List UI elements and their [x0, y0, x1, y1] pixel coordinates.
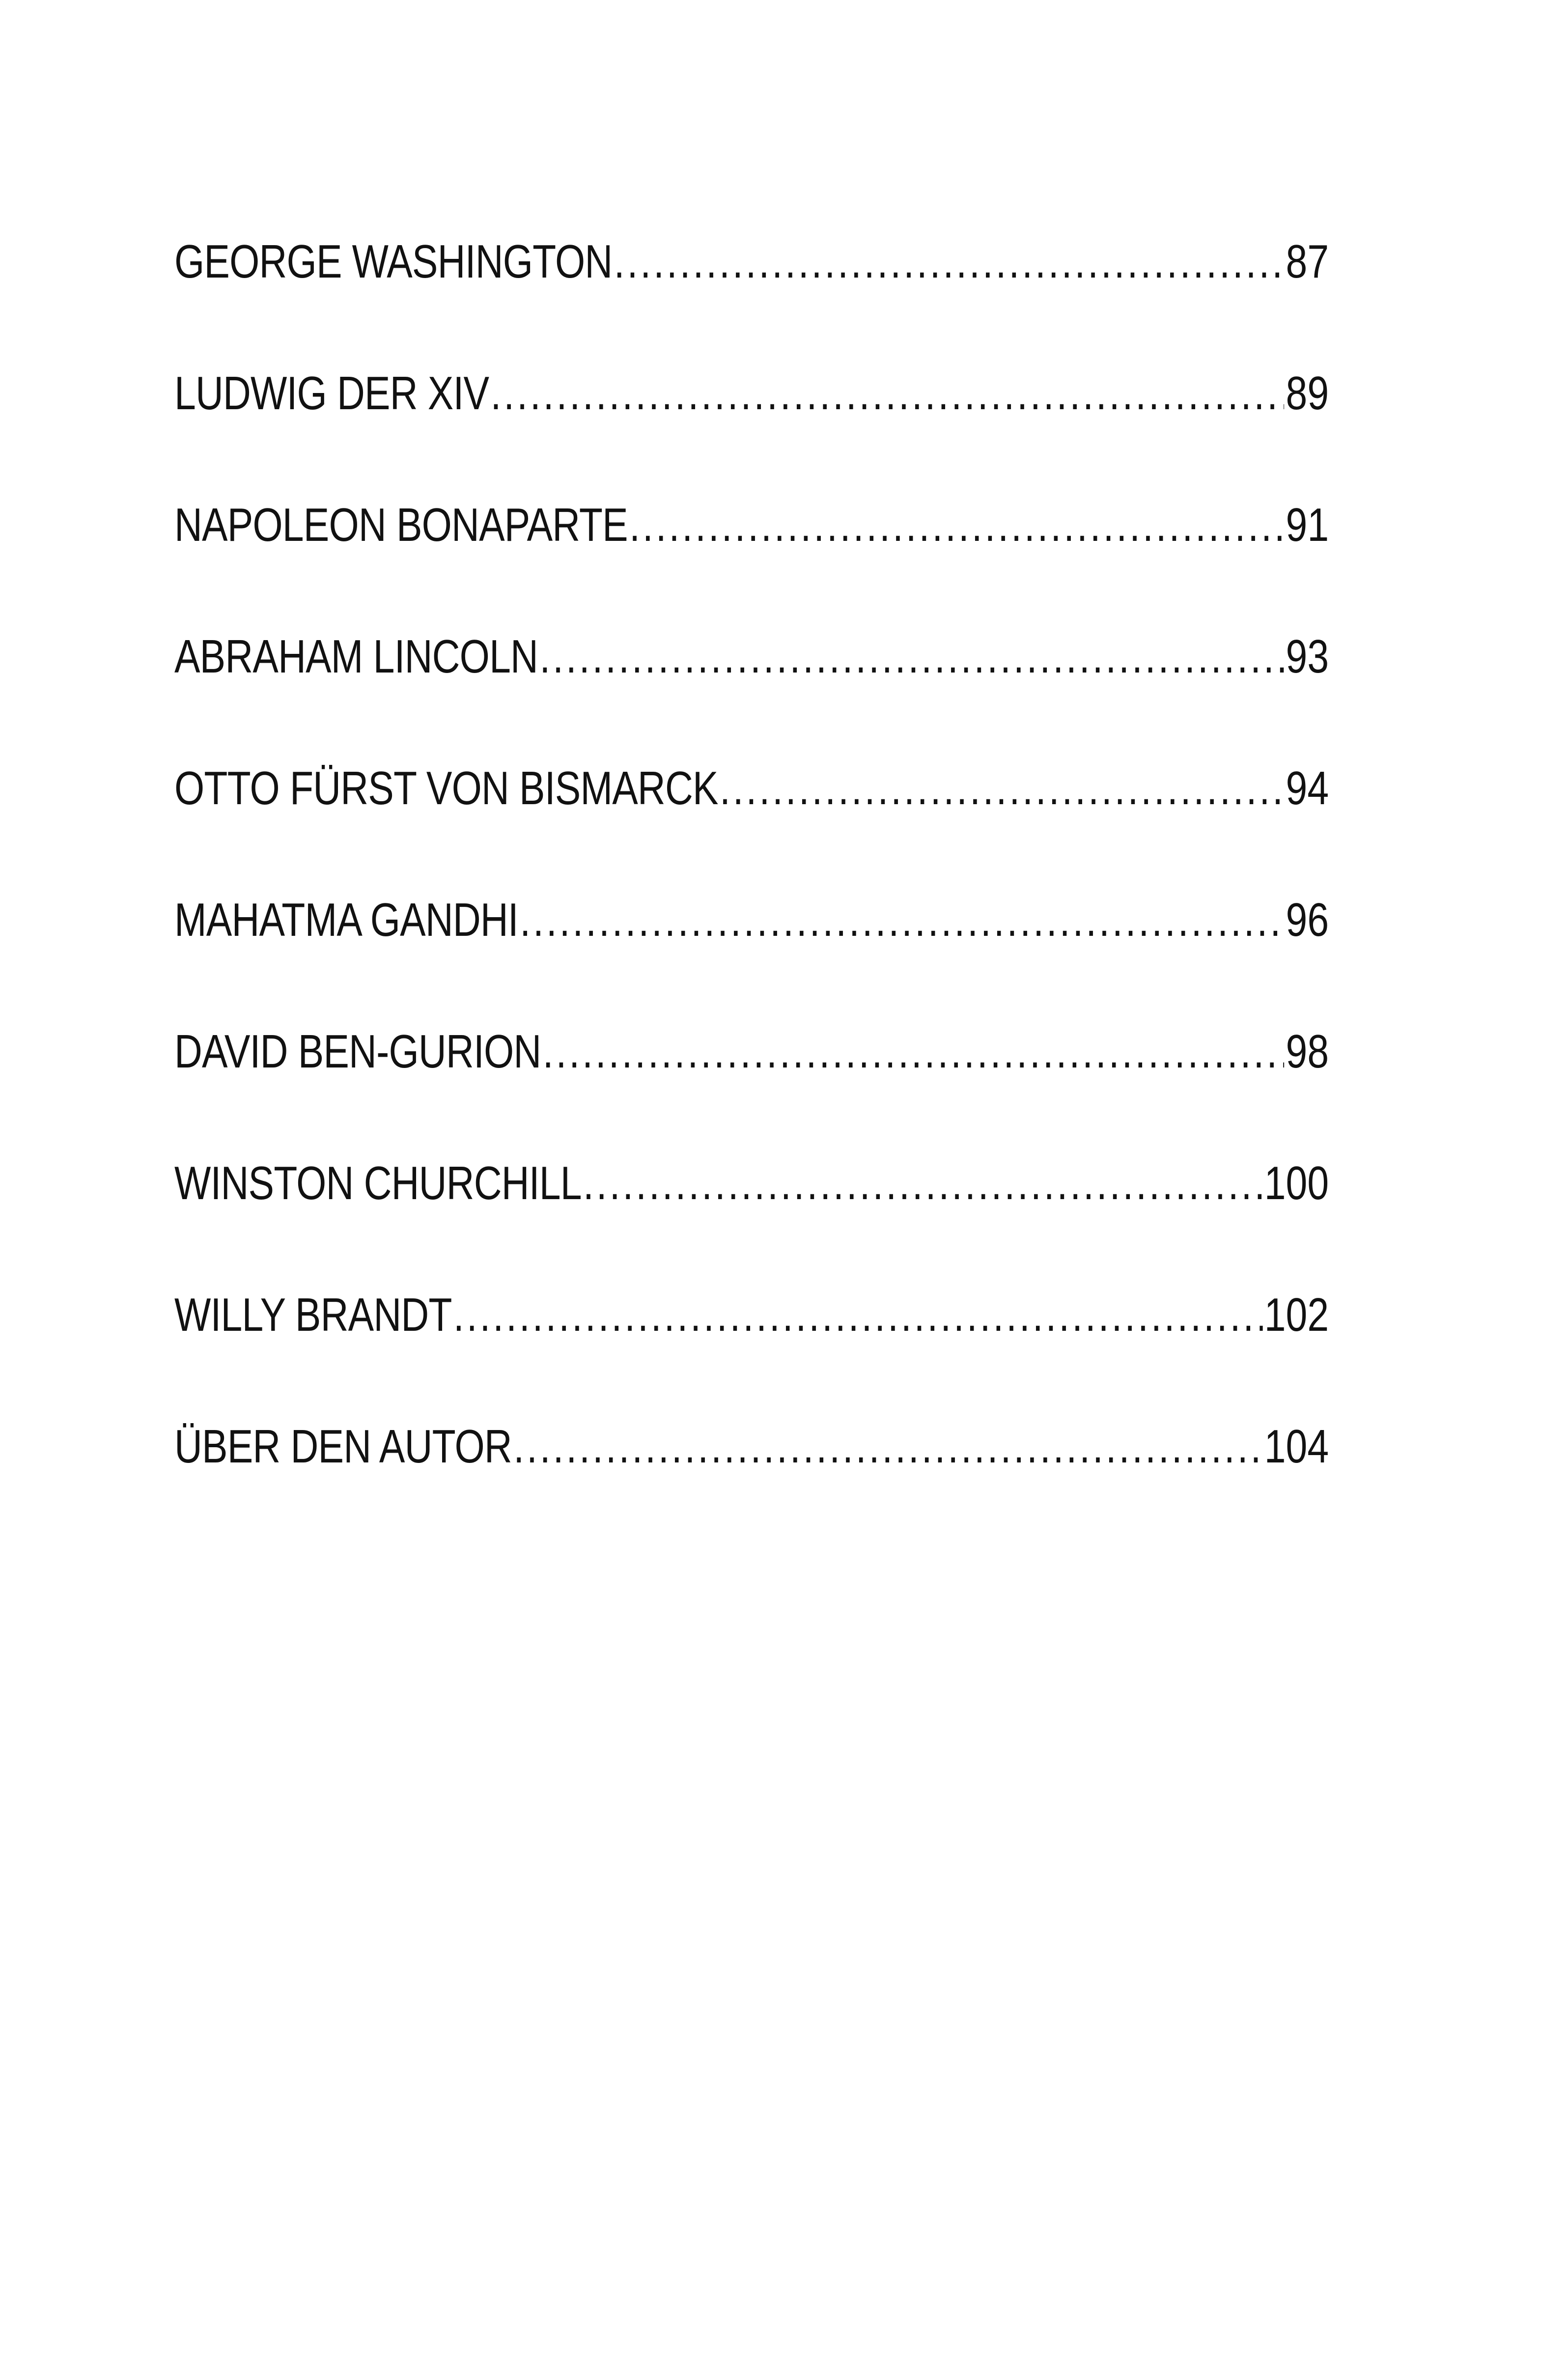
- toc-entry-page-number: 98: [1286, 1025, 1329, 1078]
- toc-entry-title: MAHATMA GANDHI: [174, 894, 518, 946]
- toc-dot-leader: [520, 893, 1284, 947]
- table-of-contents: [174, 235, 1329, 1551]
- toc-entry-page-number: 89: [1286, 367, 1329, 420]
- toc-entry-page-number: 102: [1264, 1289, 1329, 1341]
- toc-entry-page-number: 93: [1286, 630, 1329, 683]
- toc-entry: [174, 893, 1329, 1025]
- toc-entry: [174, 630, 1329, 761]
- toc-entry: [174, 235, 1329, 366]
- toc-dot-leader: [491, 366, 1285, 421]
- toc-dot-leader: [720, 761, 1284, 815]
- toc-entry-title: WINSTON CHURCHILL: [174, 1157, 582, 1209]
- toc-entry-title: OTTO FÜRST VON BISMARCK: [174, 762, 718, 814]
- toc-entry: [174, 366, 1329, 498]
- toc-entry-page-number: 94: [1286, 762, 1329, 814]
- toc-entry-title: ABRAHAM LINCOLN: [174, 630, 538, 683]
- toc-entry-page-number: 100: [1264, 1157, 1329, 1209]
- toc-entry: [174, 1288, 1329, 1420]
- toc-entry-title: NAPOLEON BONAPARTE: [174, 499, 628, 551]
- toc-entry-title: DAVID BEN-GURION: [174, 1025, 541, 1078]
- toc-dot-leader: [513, 1420, 1262, 1474]
- toc-entry: [174, 761, 1329, 893]
- toc-entry: [174, 1156, 1329, 1288]
- toc-entry: [174, 498, 1329, 630]
- toc-entry-title: ÜBER DEN AUTOR: [174, 1420, 512, 1473]
- toc-dot-leader: [629, 498, 1284, 552]
- toc-entry-page-number: 96: [1286, 894, 1329, 946]
- toc-entry-page-number: 104: [1264, 1420, 1329, 1473]
- toc-dot-leader: [453, 1288, 1263, 1342]
- toc-entry-page-number: 87: [1286, 235, 1329, 288]
- toc-entry-page-number: 91: [1286, 499, 1329, 551]
- toc-entry: [174, 1420, 1329, 1551]
- toc-dot-leader: [543, 1025, 1285, 1079]
- toc-dot-leader: [583, 1156, 1262, 1210]
- toc-dot-leader: [614, 235, 1285, 289]
- toc-entry: [174, 1025, 1329, 1156]
- toc-dot-leader: [539, 630, 1284, 684]
- toc-entry-title: LUDWIG DER XIV: [174, 367, 489, 420]
- toc-entry-title: WILLY BRANDT: [174, 1289, 452, 1341]
- toc-entry-title: GEORGE WASHINGTON: [174, 235, 613, 288]
